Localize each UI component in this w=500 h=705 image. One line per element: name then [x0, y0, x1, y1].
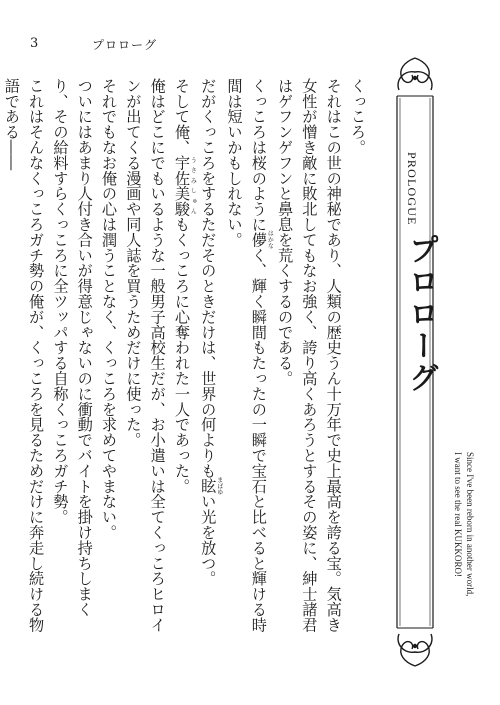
- series-subtitle-line: Since I've been reborn in another world,: [465, 452, 475, 597]
- paragraph: ついにはあまり人付き合いが得意じゃないのに衝動でバイトを掛け持ちしまくり、その給料すらくっころに全ツッパする自称くっころガチ勢。: [51, 78, 94, 617]
- body-text: [2, 78, 370, 638]
- chapter-title-panel: [392, 56, 438, 668]
- text-run: く、輝く瞬間もたったの一瞬で宝石と比べると輝ける時間は短いかもしれない。: [225, 78, 268, 633]
- ruby-word: [199, 476, 223, 496]
- paragraph: これはそんなくっころガチ勢の俺が、くっころを見るためだけに奔走し続ける物語である――: [2, 78, 46, 633]
- ruby-word: [172, 155, 197, 217]
- running-header: プロローグ: [92, 38, 158, 52]
- paragraph: [196, 78, 222, 638]
- chapter-title: プロローグ: [403, 234, 438, 394]
- paragraph: [170, 78, 196, 638]
- chapter-label-english: PROLOGUE: [405, 152, 419, 226]
- paragraph: [222, 78, 273, 638]
- paragraph: それはこの世の神秘であり、人類の歴史うん十万年で史上最高を誇る宝。気高き女性が憎き敵に敗北してもなお強く、誇り高くあろうとするその姿に、紳士諸君はゲフンゲフンと鼻息を荒くするのである。: [276, 78, 343, 633]
- ruby-base: 儚: [249, 230, 268, 249]
- series-subtitle-line: I want to see the real KUKKORO!: [453, 452, 463, 577]
- text-run: だがくっころをするただそのときだけは、世界の何よりも: [199, 78, 218, 479]
- ruby-base: 宇佐美駿: [172, 155, 191, 217]
- series-subtitle: [452, 452, 476, 596]
- ruby-reading: はかな: [266, 230, 274, 250]
- ruby-base: 眩: [199, 476, 218, 496]
- paragraph: 俺はどこにでもいるような一般男子高校生だが、お小遣いは全てくっころヒロインが出てくる漫画や同人誌を買うためだけに使った。: [124, 78, 167, 633]
- paragraph: それでもなお俺の心は潤うことなく、くっころを求めてやまない。: [100, 78, 119, 540]
- paragraph: くっころ。: [349, 78, 367, 155]
- page-number: 3: [30, 36, 39, 51]
- text-run: もくっころに心奪われた一人であった。: [172, 216, 191, 494]
- text-run: い光を放つ。: [199, 493, 218, 587]
- ruby-reading: まばゆ: [215, 476, 223, 496]
- ruby-word: [249, 230, 274, 250]
- ruby-reading: うさみしゅん: [189, 155, 197, 217]
- text-run: くっころは桜のように: [249, 78, 268, 232]
- text-run: そして俺、: [172, 78, 191, 155]
